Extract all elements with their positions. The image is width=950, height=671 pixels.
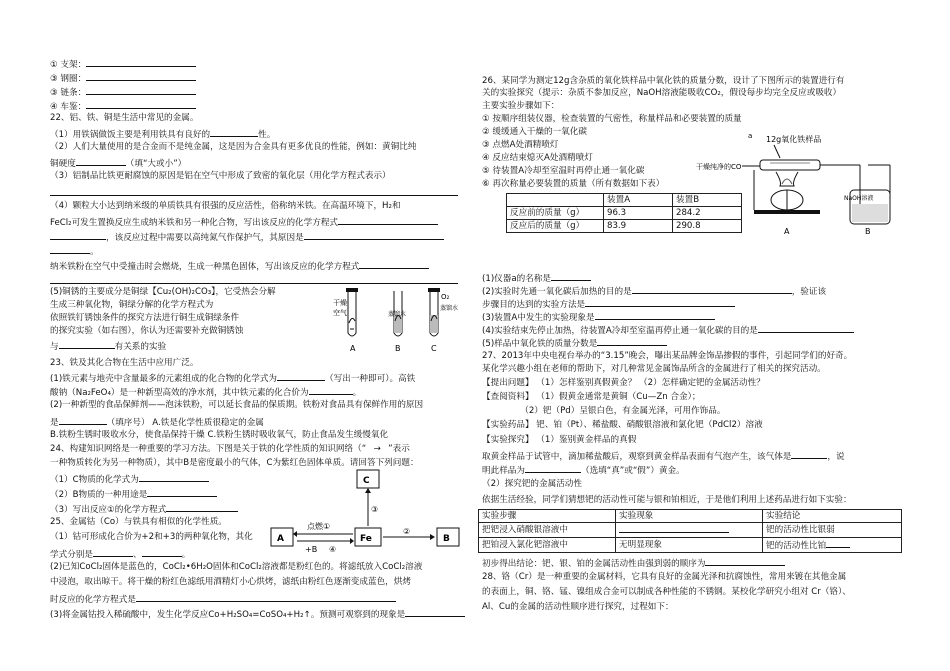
line <box>50 186 458 200</box>
answer-blank[interactable] <box>136 592 396 602</box>
tube-label-o2: O₂ <box>441 293 450 301</box>
line <box>50 215 438 229</box>
line <box>482 166 644 177</box>
table-cell: 83.9 <box>604 220 673 233</box>
text: （2）人们大量使用的是合金而不是纯金属，这是因为合金具有更多优良的性能，例如：黄铜比纯 <box>50 142 417 152</box>
text: 【实验药品】 钯、铂（Pt）、稀盐酸、硝酸银溶液和氯化钯（PdCl2）溶液 <box>482 420 763 430</box>
line <box>482 140 558 151</box>
text: 酸钠（Na₂FeO₄）是一种新型高效的净水剂，其中铁元素的化合价为 <box>50 388 309 398</box>
answer-blank[interactable] <box>338 215 438 225</box>
text: 27、2013年中央电视台举办的“3.15”晚会，曝出某品牌金饰品掺假的事件，引起同学们的好奇。 <box>482 351 853 361</box>
text: (2)已知CoCl₂固体是蓝色的，CoCl₂•6H₂O固体和CoCl₂溶液都是粉红色的。将滤纸放入CoCl₂溶液 <box>50 562 423 572</box>
line <box>482 297 735 311</box>
line <box>482 364 826 375</box>
line <box>482 271 591 285</box>
text: ① 支架： <box>50 60 87 70</box>
answer-blank[interactable] <box>86 99 196 109</box>
text: 学式分别是 <box>50 550 93 560</box>
line <box>482 153 593 164</box>
text: 【实验探究】 （1）鉴别黄金样品的真假 <box>482 435 637 445</box>
table-row <box>479 538 902 553</box>
iron-knowledge-network <box>265 468 470 558</box>
table-cell: 反应后的质量（g） <box>507 220 604 233</box>
line <box>50 85 196 99</box>
answer-blank[interactable] <box>551 271 591 281</box>
answer-blank[interactable] <box>619 523 729 533</box>
text: 初步得出结论：钯、银、铂的金属活动性由强到弱的顺序为 <box>482 559 706 569</box>
text: (5)样品中氧化铁的质量分数是 <box>482 339 598 349</box>
text: 的探究实验（如右图），你认为还需要补充做铜锈蚀 <box>50 326 244 336</box>
table-row <box>479 510 902 523</box>
text: 一种物质转化为另一种物质），其中B是密度最小的气体，C为紫红色固体单质。请回答下列问题： <box>50 458 419 468</box>
text: ③ 钢圈： <box>50 74 87 84</box>
text: （2）B物质的一种用途是 <box>50 490 148 500</box>
line <box>482 420 763 431</box>
text: （1）C物质的化学式为 <box>50 475 139 485</box>
answer-blank[interactable] <box>139 472 209 482</box>
line <box>482 495 852 506</box>
table-header: 实验现象 <box>616 510 763 523</box>
text: Al、Cu的金属的活动性顺序进行探究，过程如下： <box>482 602 674 612</box>
line <box>50 339 166 353</box>
line <box>482 101 559 112</box>
line <box>50 259 429 273</box>
apparatus-sample-label: 12g氧化铁样品 <box>766 135 822 144</box>
question-heading <box>50 358 198 369</box>
table-row <box>479 523 902 538</box>
line <box>482 310 715 324</box>
co-reduction-apparatus <box>696 128 900 246</box>
text: （填序号） A.铁是化学性质很稳定的金属 <box>106 418 264 428</box>
apparatus-co-label: 干燥纯净的CO <box>696 163 742 171</box>
text: (3)将金属钴投入稀硫酸中，发生化学反应Co+H₂SO₄=CoSO₄+H₂↑。预测可观察到的现象是 <box>50 610 406 620</box>
answer-blank[interactable] <box>50 244 90 254</box>
line <box>50 201 401 212</box>
node-c: C <box>363 476 370 486</box>
line <box>482 114 742 125</box>
answer-blank[interactable] <box>595 310 715 320</box>
answer-blank[interactable] <box>758 323 854 333</box>
text: （3）铝制品比铁更耐腐蚀的原因是铝在空气中形成了致密的氧化层（用化学方程式表示） <box>50 171 391 181</box>
node-b: B <box>443 534 450 544</box>
text: 主要实验步骤如下： <box>482 101 560 111</box>
text: 纳米铁粉在空气中受撞击时会燃烧，生成一种黑色固体，写出该反应的化学方程式 <box>50 262 360 272</box>
line <box>482 323 854 337</box>
tube-C-label: C <box>431 344 437 353</box>
table-header: 实验步骤 <box>479 510 616 523</box>
tube-label-dry: 干燥 <box>333 299 347 307</box>
text: 、 <box>132 550 142 560</box>
apparatus-A-label: A <box>784 227 790 236</box>
line <box>482 392 700 403</box>
line <box>50 430 388 441</box>
arrow-icon: → <box>373 444 381 454</box>
text: 的表面上，铜、铬、锰、镍组成合金可以制成各种性能的不锈钢。某校化学研究小组对 Cr（铬）、 <box>482 587 851 597</box>
line <box>50 127 275 141</box>
tube-c <box>428 288 440 336</box>
apparatus-naoh-label: NaOH溶液 <box>844 195 874 202</box>
table-cell: 284.2 <box>673 207 742 220</box>
line <box>50 415 264 429</box>
text: 25、金属钴（Co）与铁具有相似的化学性质。 <box>50 517 227 527</box>
text: 生成三种氧化物，铜绿分解的化学方程式为 <box>50 300 214 310</box>
text: 关的实验探究（提示：杂质不参加反应，NaOH溶液能吸收CO₂，假设每步均完全反应或吸收） <box>482 88 842 98</box>
text: FeCl₂可发生置换反应生成纳米铁和另一种化合物，写出该反应的化学方程式 <box>50 218 339 228</box>
text: 【提出问题】 （1）怎样鉴别真假黄金？ （2）怎样确定钯的金属活动性？ <box>482 378 765 388</box>
text: （3）写出反应①的化学方程式 <box>50 505 167 515</box>
line <box>50 326 243 337</box>
table-cell[interactable] <box>616 523 763 538</box>
answer-blank[interactable] <box>76 156 126 166</box>
node-fe: Fe <box>360 534 372 544</box>
line <box>50 472 209 486</box>
text: （写出一种即可）。高铁 <box>325 374 416 384</box>
tube-a <box>346 288 358 336</box>
text: (2)一种新型的食品保鲜剂——泡沫铁粉，可以延长食品的保质期。铁粉对食品具有保鲜作用的原因 <box>50 400 424 410</box>
answer-blank[interactable] <box>59 415 107 425</box>
table-cell: 把钯浸入硝酸银溶液中 <box>479 523 616 538</box>
palladium-table <box>478 509 902 553</box>
answer-blank[interactable] <box>142 547 182 557</box>
tube-label-water-2: 蒸馏水 <box>440 305 459 312</box>
text: 时反应的化学方程式是 <box>50 595 136 605</box>
table-row <box>507 194 742 207</box>
text: 【查阅资料】 （1）假黄金通常是黄铜（Cu—Zn 合金）； <box>482 392 701 402</box>
line <box>50 300 213 311</box>
text: ④ 反应结束熄灭A处酒精喷灯 <box>482 153 593 163</box>
line <box>50 171 391 182</box>
answer-blank[interactable] <box>304 230 444 240</box>
text: 中浸泡，取出晾干。将干燥的粉红色滤纸用酒精灯小心烘烤，滤纸由粉红色逐渐变成蓝色，烘烤 <box>50 577 411 587</box>
answer-blank[interactable] <box>93 547 133 557</box>
line <box>482 179 664 190</box>
text: 有关系的实验 <box>114 342 167 352</box>
text: ③ 链条： <box>50 88 87 98</box>
answer-blank[interactable] <box>166 502 238 512</box>
table-cell: 把铂浸入氯化钯溶液中 <box>479 538 616 553</box>
question-heading <box>482 351 852 362</box>
answer-blank[interactable] <box>826 538 850 548</box>
text: ⑥ 再次称量必要装置的质量（所有数据如下表） <box>482 179 665 189</box>
question-heading <box>50 113 198 124</box>
table-cell: 钯的活动性比铂 <box>763 538 902 553</box>
text: ，说 <box>827 452 845 462</box>
answer-blank[interactable] <box>791 449 827 459</box>
line <box>50 71 196 85</box>
table-row <box>507 220 742 233</box>
text: ，该反应过程中需要以高纯氮气作保护气，其原因是 <box>106 233 304 243</box>
line <box>482 602 674 613</box>
edge-2: ② <box>403 527 411 536</box>
line <box>50 57 196 71</box>
table-cell: 290.8 <box>673 220 742 233</box>
line <box>50 532 253 543</box>
edge-4: ④ <box>329 545 337 554</box>
text: （1）用铁锅做饭主要是利用铁具有良好的 <box>50 130 211 140</box>
tube-A-label: A <box>350 344 356 353</box>
text: ”表示 <box>388 444 410 454</box>
line <box>50 487 217 501</box>
text: (3)装置A中发生的实验现象是 <box>482 313 595 323</box>
answer-blank[interactable] <box>632 284 792 294</box>
apparatus-B-label: B <box>865 227 871 236</box>
text: 23、铁及其化合物在生活中应用广泛。 <box>50 358 199 368</box>
answer-blank[interactable] <box>405 607 465 617</box>
answer-blank[interactable] <box>705 556 785 566</box>
text: 取黄金样品于试管中，滴加稀盐酸后，观察到黄金样品表面有气泡产生，该气体是 <box>482 452 792 462</box>
line: 学式分别是 、 。 <box>50 547 190 561</box>
line <box>50 371 415 385</box>
tube-label-water: 蒸馏水 <box>388 311 407 318</box>
text: 28、铬（Cr）是一种重要的金属材料，它具有良好的金属光泽和抗腐蚀性，常用来镀在其他金属 <box>482 572 847 582</box>
text: (4)实验结束先停止加热，待装置A冷却至室温再停止通一氧化碳的目的是 <box>482 326 758 336</box>
table-cell: 无明显现象 <box>616 538 763 553</box>
line <box>50 99 196 113</box>
line <box>482 449 845 463</box>
apparatus-a-label: a <box>748 132 753 140</box>
answer-blank[interactable] <box>86 57 196 67</box>
answer-blank[interactable] <box>359 259 429 269</box>
line <box>50 142 416 153</box>
line: 。 <box>50 244 99 258</box>
text: ⑤ 待装置A冷却至室温时再停止通一氧化碳 <box>482 166 645 176</box>
text: ④ 车鉴： <box>50 102 87 112</box>
line <box>50 592 396 606</box>
text: 22、铝、铁、铜是生活中常见的金属。 <box>50 113 199 123</box>
text: B.铁粉生锈时吸收水分，使食品保持干燥 C.铁粉生锈时吸收氧气，防止食品发生缓慢氧化 <box>50 430 389 440</box>
line <box>482 378 765 389</box>
line <box>50 577 411 588</box>
line <box>482 463 685 477</box>
text: 铜硬度 <box>50 159 76 169</box>
table-cell: 反应前的质量（g） <box>507 207 604 220</box>
text: 性。 <box>258 130 276 140</box>
text: 依据生活经验，同学们猜想钯的活动性可能与银和铂相近，于是他们利用上述药品进行如下实验： <box>482 495 852 505</box>
tube-label-air: 空气 <box>333 309 347 317</box>
answer-blank[interactable] <box>597 336 667 346</box>
line <box>482 88 841 99</box>
text: （1）钴可形成化合价为+2和+3的两种氧化物，其化 <box>50 532 253 542</box>
answer-blank[interactable] <box>210 127 258 137</box>
text: （填“大或小”） <box>125 159 187 169</box>
edge-burn: 点燃① <box>307 522 331 531</box>
tube-B-label: B <box>395 344 401 353</box>
line <box>482 406 725 417</box>
mass-table <box>506 193 742 233</box>
answer-blank[interactable] <box>525 463 581 473</box>
line <box>482 479 582 490</box>
answer-blank[interactable] <box>585 297 735 307</box>
line <box>482 587 851 598</box>
text: 24、构建知识网络是一种重要的学习方法。下图是关于铁的化学性质的知识网络（“ <box>50 444 367 454</box>
answer-blank[interactable] <box>147 487 217 497</box>
answer-blank[interactable] <box>50 274 458 284</box>
line <box>50 230 444 244</box>
text: 26、某同学为测定12g含杂质的氧化铁样品中氧化铁的质量分数，设计了下图所示的装置进行有 <box>482 76 845 86</box>
node-a: A <box>277 534 284 544</box>
text: 与 <box>50 342 59 352</box>
line <box>50 156 186 170</box>
text: 步骤目的达到的实验方法是 <box>482 300 586 310</box>
question-heading <box>482 76 844 87</box>
answer-blank[interactable] <box>50 186 458 196</box>
line <box>50 607 465 621</box>
text: 是 <box>50 418 59 428</box>
line: 酸钠（Na₂FeO₄）是一种新型高效的净水剂，其中铁元素的化合价为 。 <box>50 385 361 399</box>
line <box>50 287 276 298</box>
text: (1)铁元素与地壳中含量最多的元素组成的化合物的化学式为 <box>50 374 278 384</box>
line <box>50 502 238 516</box>
table-header: 装置A <box>604 194 673 207</box>
text: ① 按顺序组装仪器，检查装置的气密性，称量样品和必要装置的质量 <box>482 114 742 124</box>
table-header: 实验结论 <box>763 510 902 523</box>
table-row <box>507 207 742 220</box>
line <box>50 400 423 411</box>
text: (1)仪器a的名称是 <box>482 274 552 284</box>
answer-blank[interactable] <box>59 339 115 349</box>
answer-blank[interactable] <box>309 385 353 395</box>
text: 依照铁钉锈蚀条件的探究方法进行铜生成铜绿条件 <box>50 313 240 323</box>
line <box>482 336 667 350</box>
test-tube-figure <box>328 285 458 355</box>
text: 明此样品为 <box>482 466 525 476</box>
line <box>50 562 422 573</box>
edge-plusb: +B <box>305 545 318 554</box>
question-heading <box>50 517 227 528</box>
text: （2）探究钯的金属活动性 <box>482 479 582 489</box>
line <box>482 556 785 570</box>
answer-blank[interactable] <box>277 371 325 381</box>
text: （2）钯（Pd）呈银白色，有金属光泽，可用作饰品。 <box>482 406 726 416</box>
table-cell: 钯的活动性比银弱 <box>763 523 902 538</box>
question-heading <box>482 572 846 583</box>
line <box>482 127 587 138</box>
text: （选填“真”或“假”）黄金。 <box>580 466 685 476</box>
text: (5)铜锈的主要成分是铜绿【Cu₂(OH)₂CO₃】，它受热会分解 <box>50 287 276 297</box>
answer-blank[interactable] <box>86 71 196 81</box>
line <box>50 313 239 324</box>
table-cell: 96.3 <box>604 207 673 220</box>
text: ，验证该 <box>791 287 827 297</box>
answer-blank[interactable] <box>86 85 196 95</box>
answer-blank[interactable] <box>50 230 106 240</box>
line <box>482 435 636 446</box>
text: （4）颗粒大小达到纳米级的单质铁具有很强的反应活性，俗称纳米铁。在高温环境下，H₂和 <box>50 201 401 211</box>
text: 某化学兴趣小组在老师的帮助下，对几种常见金属饰品所含的金属进行了相关的探究活动。 <box>482 364 826 374</box>
line <box>50 444 410 455</box>
text: ③ 点燃A处酒精喷灯 <box>482 140 559 150</box>
text: ② 缓缓通入干燥的一氧化碳 <box>482 127 587 137</box>
line <box>482 284 826 298</box>
edge-3: ③ <box>371 505 379 514</box>
table-header: 装置B <box>673 194 742 207</box>
text: (2)实验时先通一氧化碳后加热的目的是 <box>482 287 632 297</box>
